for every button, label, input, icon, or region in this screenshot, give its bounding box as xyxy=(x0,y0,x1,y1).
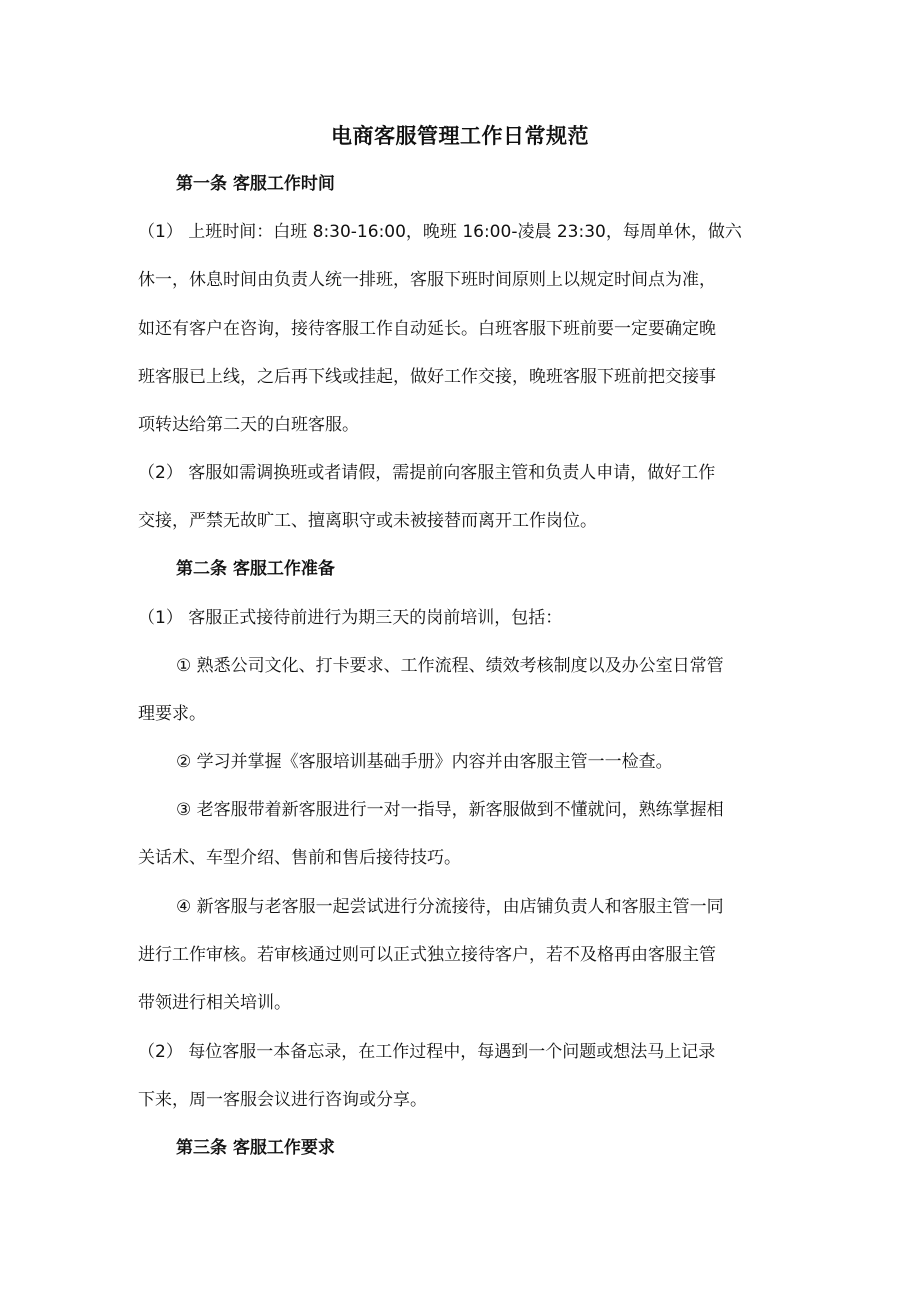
paragraph-line: 项转达给第二天的白班客服。 xyxy=(138,415,359,435)
list-item-line: ③ 老客服带着新客服进行一对一指导，新客服做到不懂就问，熟练掌握相 xyxy=(176,800,724,820)
paragraph-line: 关话术、车型介绍、售前和售后接待技巧。 xyxy=(138,848,461,868)
paragraph-line: 带领进行相关培训。 xyxy=(138,993,291,1013)
list-item-line: ② 学习并掌握《客服培训基础手册》内容并由客服主管一一检查。 xyxy=(176,752,673,772)
paragraph-line: （1） 上班时间：白班 8:30-16:00，晚班 16:00-凌晨 23:30，每周单休，做六 xyxy=(138,222,742,242)
paragraph-line: （2） 客服如需调换班或者请假，需提前向客服主管和负责人申请，做好工作 xyxy=(138,463,716,483)
paragraph-line: （2） 每位客服一本备忘录，在工作过程中，每遇到一个问题或想法马上记录 xyxy=(138,1042,716,1062)
paragraph-line: 交接，严禁无故旷工、擅离职守或未被接替而离开工作岗位。 xyxy=(138,511,597,531)
list-item-line: ④ 新客服与老客服一起尝试进行分流接待，由店铺负责人和客服主管一同 xyxy=(176,897,724,917)
paragraph-line: （1） 客服正式接待前进行为期三天的岗前培训，包括： xyxy=(138,608,563,628)
list-item-line: ① 熟悉公司文化、打卡要求、工作流程、绩效考核制度以及办公室日常管 xyxy=(176,656,724,676)
document-title: 电商客服管理工作日常规范 xyxy=(331,124,589,148)
section-heading: 第二条 客服工作准备 xyxy=(176,559,335,579)
section-heading: 第一条 客服工作时间 xyxy=(176,174,335,194)
paragraph-line: 休一，休息时间由负责人统一排班，客服下班时间原则上以规定时间点为准， xyxy=(138,270,716,290)
paragraph-line: 进行工作审核。若审核通过则可以正式独立接待客户，若不及格再由客服主管 xyxy=(138,945,716,965)
paragraph-line: 下来，周一客服会议进行咨询或分享。 xyxy=(138,1090,427,1110)
paragraph-line: 理要求。 xyxy=(138,704,206,724)
section-heading: 第三条 客服工作要求 xyxy=(176,1138,335,1158)
paragraph-line: 班客服已上线，之后再下线或挂起，做好工作交接，晚班客服下班前把交接事 xyxy=(138,367,716,387)
paragraph-line: 如还有客户在咨询，接待客服工作自动延长。白班客服下班前要一定要确定晚 xyxy=(138,319,716,339)
